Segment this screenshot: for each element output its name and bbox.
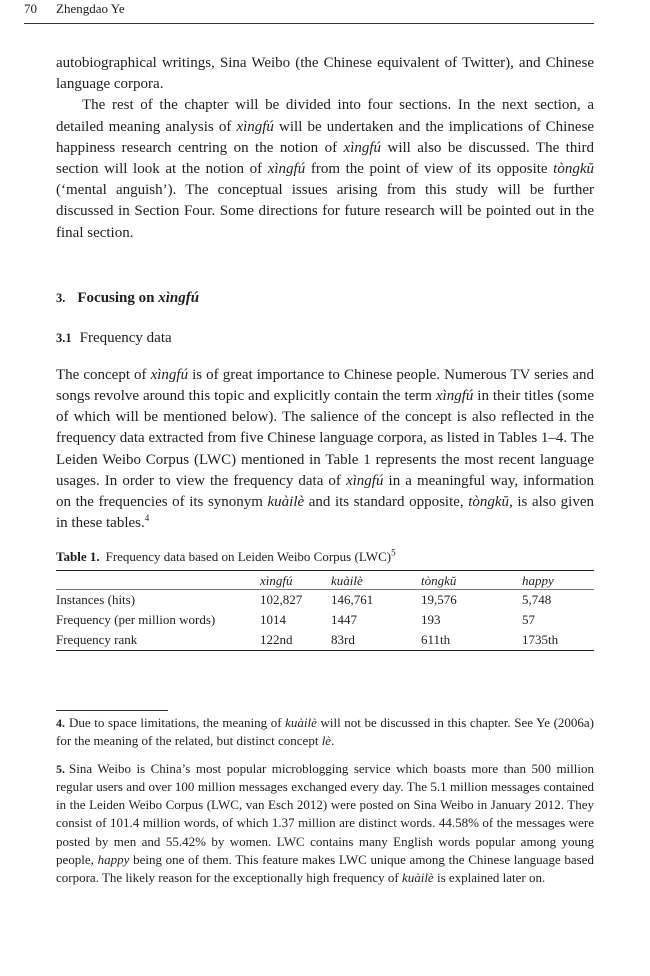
page-number: 70 [24,1,37,16]
text-run: is of great importance to Chinese people. Numerous TV series and songs revolve around this topic and explicitly contain the term [56,366,594,405]
section-heading [56,288,594,309]
term-tongku: tòngkŭ [553,161,594,178]
text-run: will not be discussed in this chapter. See Ye (2006a) for the meaning of the related, but distinct concept [56,715,594,749]
text-run: Sina Weibo is China’s most popular microblogging service which boasts more than 500 million regular users and over 100 million messages exchanged every day. The 5.1 million messages contained in the Leiden Weibo Corpus (LWC, van Esch 2012) were posted on Sina Weibo in January 2012. They consist of 101.4 million words, of which 1.37 million are distinct words. 44.58% of the messages were posted by men and 55.42% by women. LWC contains many English words popular among young people, [56,761,594,867]
term-xingfu: xìngfú [343,139,382,156]
section-number: 3. [56,290,66,305]
table-header-cell: xìngfú [260,571,331,590]
table-row [56,610,594,630]
table-cell: Instances (hits) [56,592,136,608]
table-cell: 146,761 [331,592,374,608]
text-run: , is also given in these tables. [56,494,594,532]
table-header-row [56,571,594,590]
table-header-cell: tòngkŭ [421,571,522,590]
subsection-title: Frequency data [79,329,172,346]
running-header [24,0,594,24]
text-run: Due to space limitations, the meaning of [69,715,286,730]
footnote-5 [56,760,594,887]
running-author: Zhengdao Ye [56,1,125,16]
table-cell: Frequency rank [56,630,260,651]
term-happy: happy [97,851,130,867]
table-cell: 83rd [331,630,421,651]
table-cell: 19,576 [421,592,457,608]
text-run: (‘mental anguish’). The conceptual issues arising from this study will be further discussed in Section Four. Some directions for future research will be pointed out in the final section. [56,182,594,241]
text-run: . [331,733,335,749]
table-row [56,590,594,611]
term-xingfu: xìngfú [236,118,274,135]
text-run: The concept of [56,366,151,383]
table-cell: 1014 [260,612,286,628]
footnote-ref-5[interactable]: 5 [391,548,396,559]
text-run: from the point of view of its opposite [305,161,554,178]
table-cell: Frequency (per million words) [56,612,216,628]
footnotes [56,714,594,887]
table-cell: 1735th [522,630,594,651]
section-title: Focusing on [77,289,159,306]
term-xingfu: xìngfú [345,472,384,489]
text-run: and its standard opposite, [304,494,469,511]
main-content [56,53,594,651]
text-run: The rest of the chapter will be divided into four sections. In the next section, a detailed meaning analysis of [56,97,594,135]
footnote-number: 5. [56,762,65,777]
table-cell: 5,748 [522,592,552,608]
table-cell: 611th [421,630,522,651]
term-xingfu: xìngfú [267,161,306,178]
table-header-cell: kuàilè [331,571,421,590]
table-cell: 1447 [331,612,357,628]
table-header-cell: happy [522,571,594,590]
text-run: will also be discussed. The third section will look at the notion of [56,139,595,178]
term-kuaile: kuàilè [401,869,434,885]
text-run: will be undertaken and the implications of Chinese happiness research centring on the notion of [56,118,594,156]
footnote-4 [56,714,594,750]
table-cell: 122nd [260,630,331,651]
table-caption [56,548,594,566]
paragraph-frequency [56,365,594,535]
term-kuaile: kuàilè [267,494,305,511]
frequency-table [56,570,594,651]
text-run: in their titles (some of which will be mentioned below). The salience of the concept is also reflected in the frequency data extracted from five Chinese language corpora, as listed in Tables 1–4. The Leiden Weibo Corpus (LWC) mentioned in Table 1 represents the most recent language usages. In order to view the frequency data of [56,388,595,489]
table-caption-text: Frequency data based on Leiden Weibo Corpus (LWC) [105,549,392,565]
term-xingfu: xìngfú [435,388,474,405]
footnote-ref-4[interactable]: 4 [144,513,150,524]
footnote-number: 4. [56,716,65,730]
table-label: Table 1. [56,549,100,565]
term-xingfu: xìngfú [150,366,189,383]
table-row [56,630,594,651]
paragraph-chapter-outline [56,95,594,243]
table-cell: 102,827 [260,592,303,608]
subsection-heading [56,328,594,349]
table-cell: 57 [522,612,535,628]
subsection-number: 3.1 [56,330,72,345]
section-title-term: xìngfú [158,289,200,306]
term-tongku: tòngkŭ [468,494,510,511]
text-run: being one of them. This feature makes LWC unique among the Chinese language based corpora. The likely reason for the exceptionally high frequency of [56,851,595,885]
table-cell: 193 [421,612,441,628]
text-run: in a meaningful way, information on the frequencies of its synonym [56,472,594,511]
term-le: lè [321,733,332,749]
term-kuaile: kuàilè [285,715,317,730]
table-header-cell [56,571,260,590]
text-run: is explained later on. [433,869,546,885]
footnote-divider [56,710,168,711]
paragraph-continued: autobiographical writings, Sina Weibo (the Chinese equivalent of Twitter), and Chinese language corpora. [56,55,594,93]
